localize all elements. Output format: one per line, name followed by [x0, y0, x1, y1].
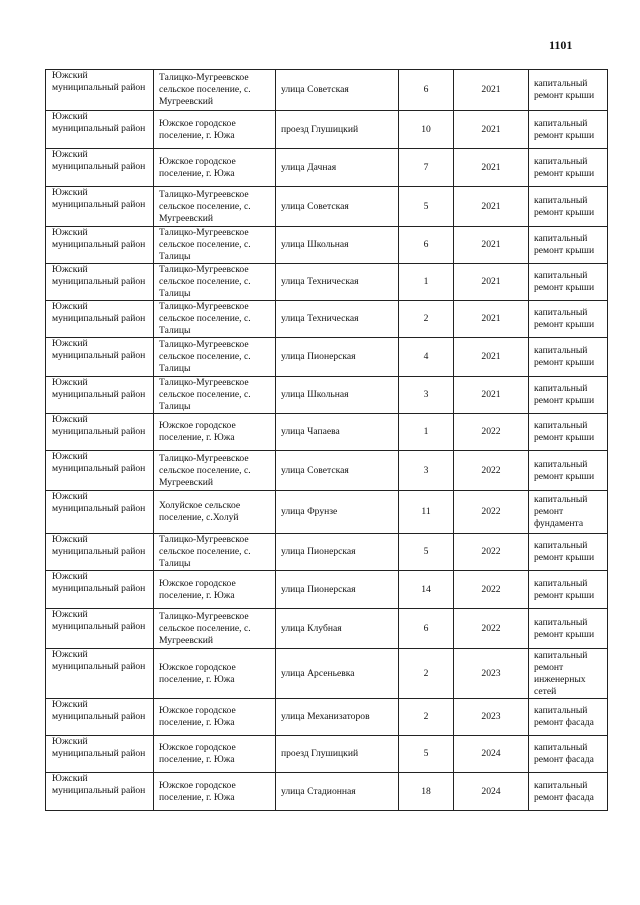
house-number-cell: 11 [399, 491, 454, 534]
house-number-cell: 4 [399, 338, 454, 377]
street-cell: проезд Глушицкий [276, 736, 399, 773]
street-cell: улица Дачная [276, 149, 399, 187]
settlement-cell: Южское городское поселение, г. Южа [154, 414, 276, 451]
house-number-cell: 6 [399, 70, 454, 111]
page-number: 1101 [549, 38, 573, 52]
year-cell: 2021 [454, 338, 529, 377]
table-row [46, 534, 608, 571]
table-row [46, 649, 608, 699]
year-cell: 2021 [454, 149, 529, 187]
street-cell: улица Советская [276, 187, 399, 227]
street-cell: улица Советская [276, 451, 399, 491]
settlement-cell: Талицко-Мугреевское сельское поселение, с. Талицы [154, 534, 276, 571]
work-type-cell: капитальный ремонт крыши [529, 571, 608, 609]
district-cell: Южский муниципальный район [46, 264, 154, 301]
street-cell: улица Школьная [276, 227, 399, 264]
work-type-cell: капитальный ремонт фундамента [529, 491, 608, 534]
street-cell: улица Стадионная [276, 773, 399, 811]
year-cell: 2021 [454, 187, 529, 227]
settlement-cell: Талицко-Мугреевское сельское поселение, с. Талицы [154, 264, 276, 301]
street-cell: улица Клубная [276, 609, 399, 649]
settlement-cell: Талицко-Мугреевское сельское поселение, с. Талицы [154, 377, 276, 414]
table-row [46, 70, 608, 111]
district-cell: Южский муниципальный район [46, 609, 154, 649]
work-type-cell: капитальный ремонт крыши [529, 149, 608, 187]
table-row [46, 377, 608, 414]
year-cell: 2022 [454, 491, 529, 534]
year-cell: 2022 [454, 571, 529, 609]
settlement-cell: Талицко-Мугреевское сельское поселение, с. Мугреевский [154, 451, 276, 491]
house-number-cell: 7 [399, 149, 454, 187]
settlement-cell: Талицко-Мугреевское сельское поселение, с. Талицы [154, 227, 276, 264]
work-type-cell: капитальный ремонт фасада [529, 773, 608, 811]
table-row [46, 491, 608, 534]
house-number-cell: 2 [399, 301, 454, 338]
house-number-cell: 3 [399, 451, 454, 491]
work-type-cell: капитальный ремонт фасада [529, 699, 608, 736]
house-number-cell: 1 [399, 414, 454, 451]
year-cell: 2023 [454, 699, 529, 736]
district-cell: Южский муниципальный район [46, 149, 154, 187]
year-cell: 2021 [454, 301, 529, 338]
work-type-cell: капитальный ремонт фасада [529, 736, 608, 773]
year-cell: 2022 [454, 451, 529, 491]
street-cell: улица Техническая [276, 264, 399, 301]
year-cell: 2021 [454, 227, 529, 264]
table-row [46, 414, 608, 451]
district-cell: Южский муниципальный район [46, 187, 154, 227]
district-cell: Южский муниципальный район [46, 227, 154, 264]
district-cell: Южский муниципальный район [46, 451, 154, 491]
settlement-cell: Южское городское поселение, г. Южа [154, 649, 276, 699]
work-type-cell: капитальный ремонт крыши [529, 377, 608, 414]
district-cell: Южский муниципальный район [46, 301, 154, 338]
work-type-cell: капитальный ремонт крыши [529, 534, 608, 571]
year-cell: 2021 [454, 377, 529, 414]
district-cell: Южский муниципальный район [46, 491, 154, 534]
settlement-cell: Талицко-Мугреевское сельское поселение, с. Мугреевский [154, 609, 276, 649]
work-type-cell: капитальный ремонт крыши [529, 227, 608, 264]
settlement-cell: Холуйское сельское поселение, с.Холуй [154, 491, 276, 534]
table-row [46, 149, 608, 187]
table-row [46, 609, 608, 649]
house-number-cell: 2 [399, 699, 454, 736]
settlement-cell: Талицко-Мугреевское сельское поселение, с. Мугреевский [154, 70, 276, 111]
district-cell: Южский муниципальный район [46, 111, 154, 149]
table-row [46, 699, 608, 736]
street-cell: улица Фрунзе [276, 491, 399, 534]
settlement-cell: Южское городское поселение, г. Южа [154, 736, 276, 773]
table-body [46, 70, 608, 811]
table-row [46, 773, 608, 811]
work-type-cell: капитальный ремонт крыши [529, 264, 608, 301]
street-cell: улица Школьная [276, 377, 399, 414]
house-number-cell: 14 [399, 571, 454, 609]
house-number-cell: 5 [399, 187, 454, 227]
work-type-cell: капитальный ремонт крыши [529, 301, 608, 338]
work-type-cell: капитальный ремонт крыши [529, 111, 608, 149]
year-cell: 2021 [454, 70, 529, 111]
house-number-cell: 5 [399, 736, 454, 773]
house-number-cell: 3 [399, 377, 454, 414]
street-cell: улица Пионерская [276, 338, 399, 377]
house-number-cell: 6 [399, 227, 454, 264]
table-row [46, 736, 608, 773]
table-row [46, 571, 608, 609]
work-type-cell: капитальный ремонт крыши [529, 70, 608, 111]
work-type-cell: капитальный ремонт крыши [529, 451, 608, 491]
work-type-cell: капитальный ремонт крыши [529, 414, 608, 451]
year-cell: 2021 [454, 111, 529, 149]
year-cell: 2023 [454, 649, 529, 699]
street-cell: улица Арсеньевка [276, 649, 399, 699]
house-number-cell: 10 [399, 111, 454, 149]
settlement-cell: Южское городское поселение, г. Южа [154, 571, 276, 609]
year-cell: 2022 [454, 414, 529, 451]
table-row [46, 227, 608, 264]
house-number-cell: 18 [399, 773, 454, 811]
repair-schedule-table [45, 69, 608, 811]
work-type-cell: капитальный ремонт инженерных сетей [529, 649, 608, 699]
street-cell: улица Чапаева [276, 414, 399, 451]
house-number-cell: 1 [399, 264, 454, 301]
house-number-cell: 6 [399, 609, 454, 649]
settlement-cell: Южское городское поселение, г. Южа [154, 111, 276, 149]
table-row [46, 187, 608, 227]
street-cell: проезд Глушицкий [276, 111, 399, 149]
house-number-cell: 5 [399, 534, 454, 571]
settlement-cell: Талицко-Мугреевское сельское поселение, с. Талицы [154, 338, 276, 377]
district-cell: Южский муниципальный район [46, 699, 154, 736]
work-type-cell: капитальный ремонт крыши [529, 609, 608, 649]
settlement-cell: Южское городское поселение, г. Южа [154, 773, 276, 811]
district-cell: Южский муниципальный район [46, 773, 154, 811]
table-row [46, 264, 608, 301]
table-row [46, 338, 608, 377]
settlement-cell: Южское городское поселение, г. Южа [154, 149, 276, 187]
table-row [46, 301, 608, 338]
year-cell: 2022 [454, 534, 529, 571]
district-cell: Южский муниципальный район [46, 736, 154, 773]
year-cell: 2024 [454, 773, 529, 811]
street-cell: улица Техническая [276, 301, 399, 338]
table-row [46, 451, 608, 491]
settlement-cell: Талицко-Мугреевское сельское поселение, с. Талицы [154, 301, 276, 338]
district-cell: Южский муниципальный район [46, 338, 154, 377]
table-row [46, 111, 608, 149]
street-cell: улица Советская [276, 70, 399, 111]
settlement-cell: Талицко-Мугреевское сельское поселение, с. Мугреевский [154, 187, 276, 227]
year-cell: 2021 [454, 264, 529, 301]
district-cell: Южский муниципальный район [46, 70, 154, 111]
work-type-cell: капитальный ремонт крыши [529, 187, 608, 227]
street-cell: улица Пионерская [276, 534, 399, 571]
street-cell: улица Механизаторов [276, 699, 399, 736]
district-cell: Южский муниципальный район [46, 414, 154, 451]
year-cell: 2022 [454, 609, 529, 649]
house-number-cell: 2 [399, 649, 454, 699]
work-type-cell: капитальный ремонт крыши [529, 338, 608, 377]
district-cell: Южский муниципальный район [46, 649, 154, 699]
street-cell: улица Пионерская [276, 571, 399, 609]
district-cell: Южский муниципальный район [46, 377, 154, 414]
district-cell: Южский муниципальный район [46, 571, 154, 609]
year-cell: 2024 [454, 736, 529, 773]
settlement-cell: Южское городское поселение, г. Южа [154, 699, 276, 736]
district-cell: Южский муниципальный район [46, 534, 154, 571]
